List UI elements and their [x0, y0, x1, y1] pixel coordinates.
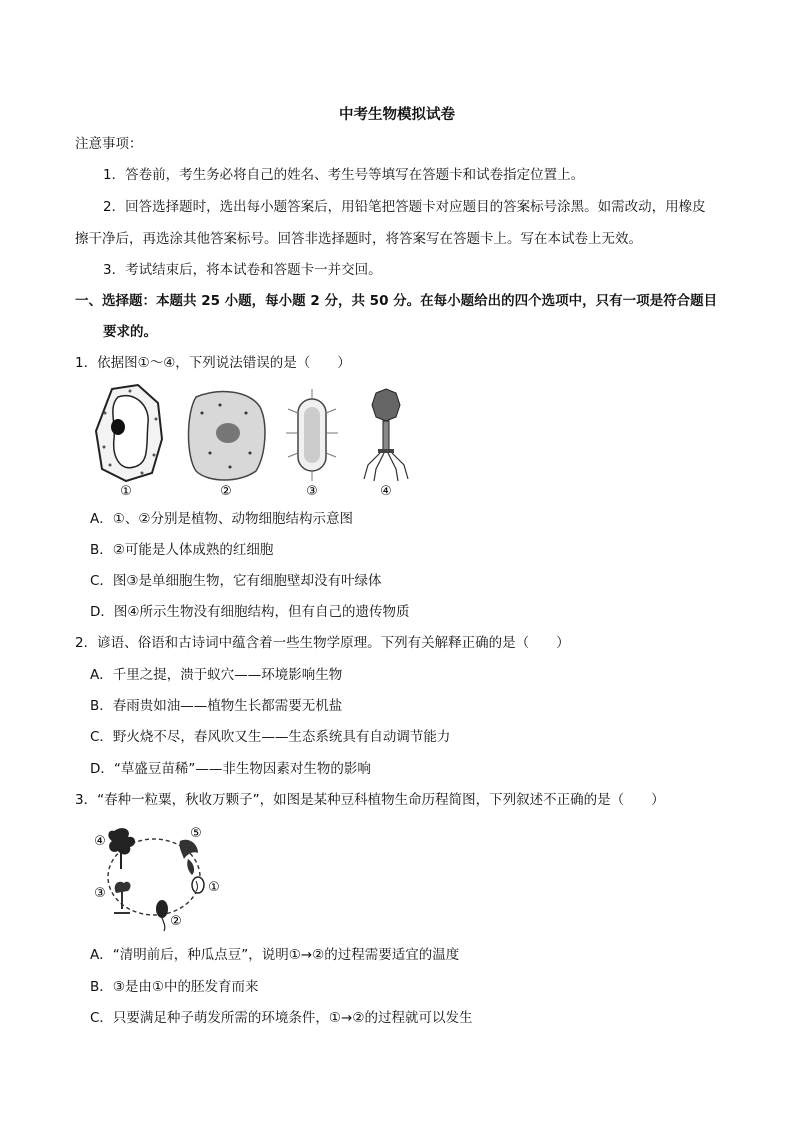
stage-label-4: ④ — [94, 834, 106, 849]
pod-plant-drawing — [179, 840, 198, 875]
question-2-option-d: D．“草盛豆苗稀”——非生物因素对生物的影响 — [90, 761, 371, 777]
question-1-figure — [90, 383, 450, 499]
bacterium-figure — [286, 389, 338, 481]
question-3-option-b: B．③是由①中的胚发育而来 — [90, 979, 259, 995]
question-1-option-d: D．图④所示生物没有细胞结构，但有自己的遗传物质 — [90, 604, 410, 620]
figure-label-4: ④ — [380, 484, 392, 499]
question-3-option-c: C．只要满足种子萌发所需的环境条件，①→②的过程就可以发生 — [90, 1010, 473, 1026]
question-2-option-b: B．春雨贵如油——植物生长都需要无机盐 — [90, 698, 343, 714]
question-1-option-a: A．①、②分别是植物、动物细胞结构示意图 — [90, 511, 353, 527]
section-heading-cont: 要求的。 — [103, 324, 157, 340]
question-3-figure — [88, 823, 228, 933]
figure-label-1: ① — [120, 484, 132, 499]
question-3-option-a: A．“清明前后，种瓜点豆”，说明①→②的过程需要适宜的温度 — [90, 947, 460, 963]
stage-label-5: ⑤ — [190, 826, 202, 841]
seed-drawing — [192, 877, 204, 893]
question-1-option-c: C．图③是单细胞生物，它有细胞壁却没有叶绿体 — [90, 573, 382, 589]
animal-cell-figure — [189, 392, 265, 480]
question-2-option-a: A．千里之提，溃于蚁穴——环境影响生物 — [90, 667, 343, 683]
notice-item-3: 3．考试结束后，将本试卷和答题卡一并交回。 — [103, 262, 382, 278]
germinating-seed-drawing — [156, 900, 168, 931]
question-1-option-b: B．②可能是人体成熟的红细胞 — [90, 542, 274, 558]
notice-item-2: 2．回答选择题时，选出每小题答案后，用铅笔把答题卡对应题目的答案标号涂黑。如需改动，用橡皮 — [103, 199, 706, 215]
question-2-option-c: C．野火烧不尽，春风吹又生——生态系统具有自动调节能力 — [90, 729, 451, 745]
notice-heading: 注意事项： — [75, 136, 143, 152]
question-2-stem: 2．谚语、俗语和古诗词中蕴含着一些生物学原理。下列有关解释正确的是（ ） — [75, 635, 570, 651]
figure-label-3: ③ — [306, 484, 318, 499]
stage-label-2: ② — [170, 914, 182, 929]
page-title: 中考生物模拟试卷 — [339, 107, 455, 123]
stage-label-3: ③ — [94, 886, 106, 901]
virus-figure — [364, 389, 408, 481]
notice-item-2-cont: 擦干净后，再选涂其他答案标号。回答非选择题时，将答案写在答题卡上。写在本试卷上无效。 — [75, 231, 642, 247]
question-3-stem: 3．“春种一粒粟，秋收万颗子”，如图是某种豆科植物生命历程简图，下列叙述不正确的是（ ） — [75, 792, 665, 808]
figure-label-2: ② — [220, 484, 232, 499]
stage-label-1: ① — [208, 880, 220, 895]
notice-item-1: 1．答卷前，考生务必将自己的姓名、考生号等填写在答题卡和试卷指定位置上。 — [103, 167, 585, 183]
question-1-stem: 1．依据图①～④，下列说法错误的是（ ） — [75, 355, 351, 371]
mature-plant-drawing — [108, 828, 135, 869]
plant-cell-figure — [96, 385, 162, 481]
section-heading: 一、选择题：本题共 25 小题，每小题 2 分，共 50 分。在每小题给出的四个选项中，只有一项是符合题目 — [75, 293, 718, 309]
